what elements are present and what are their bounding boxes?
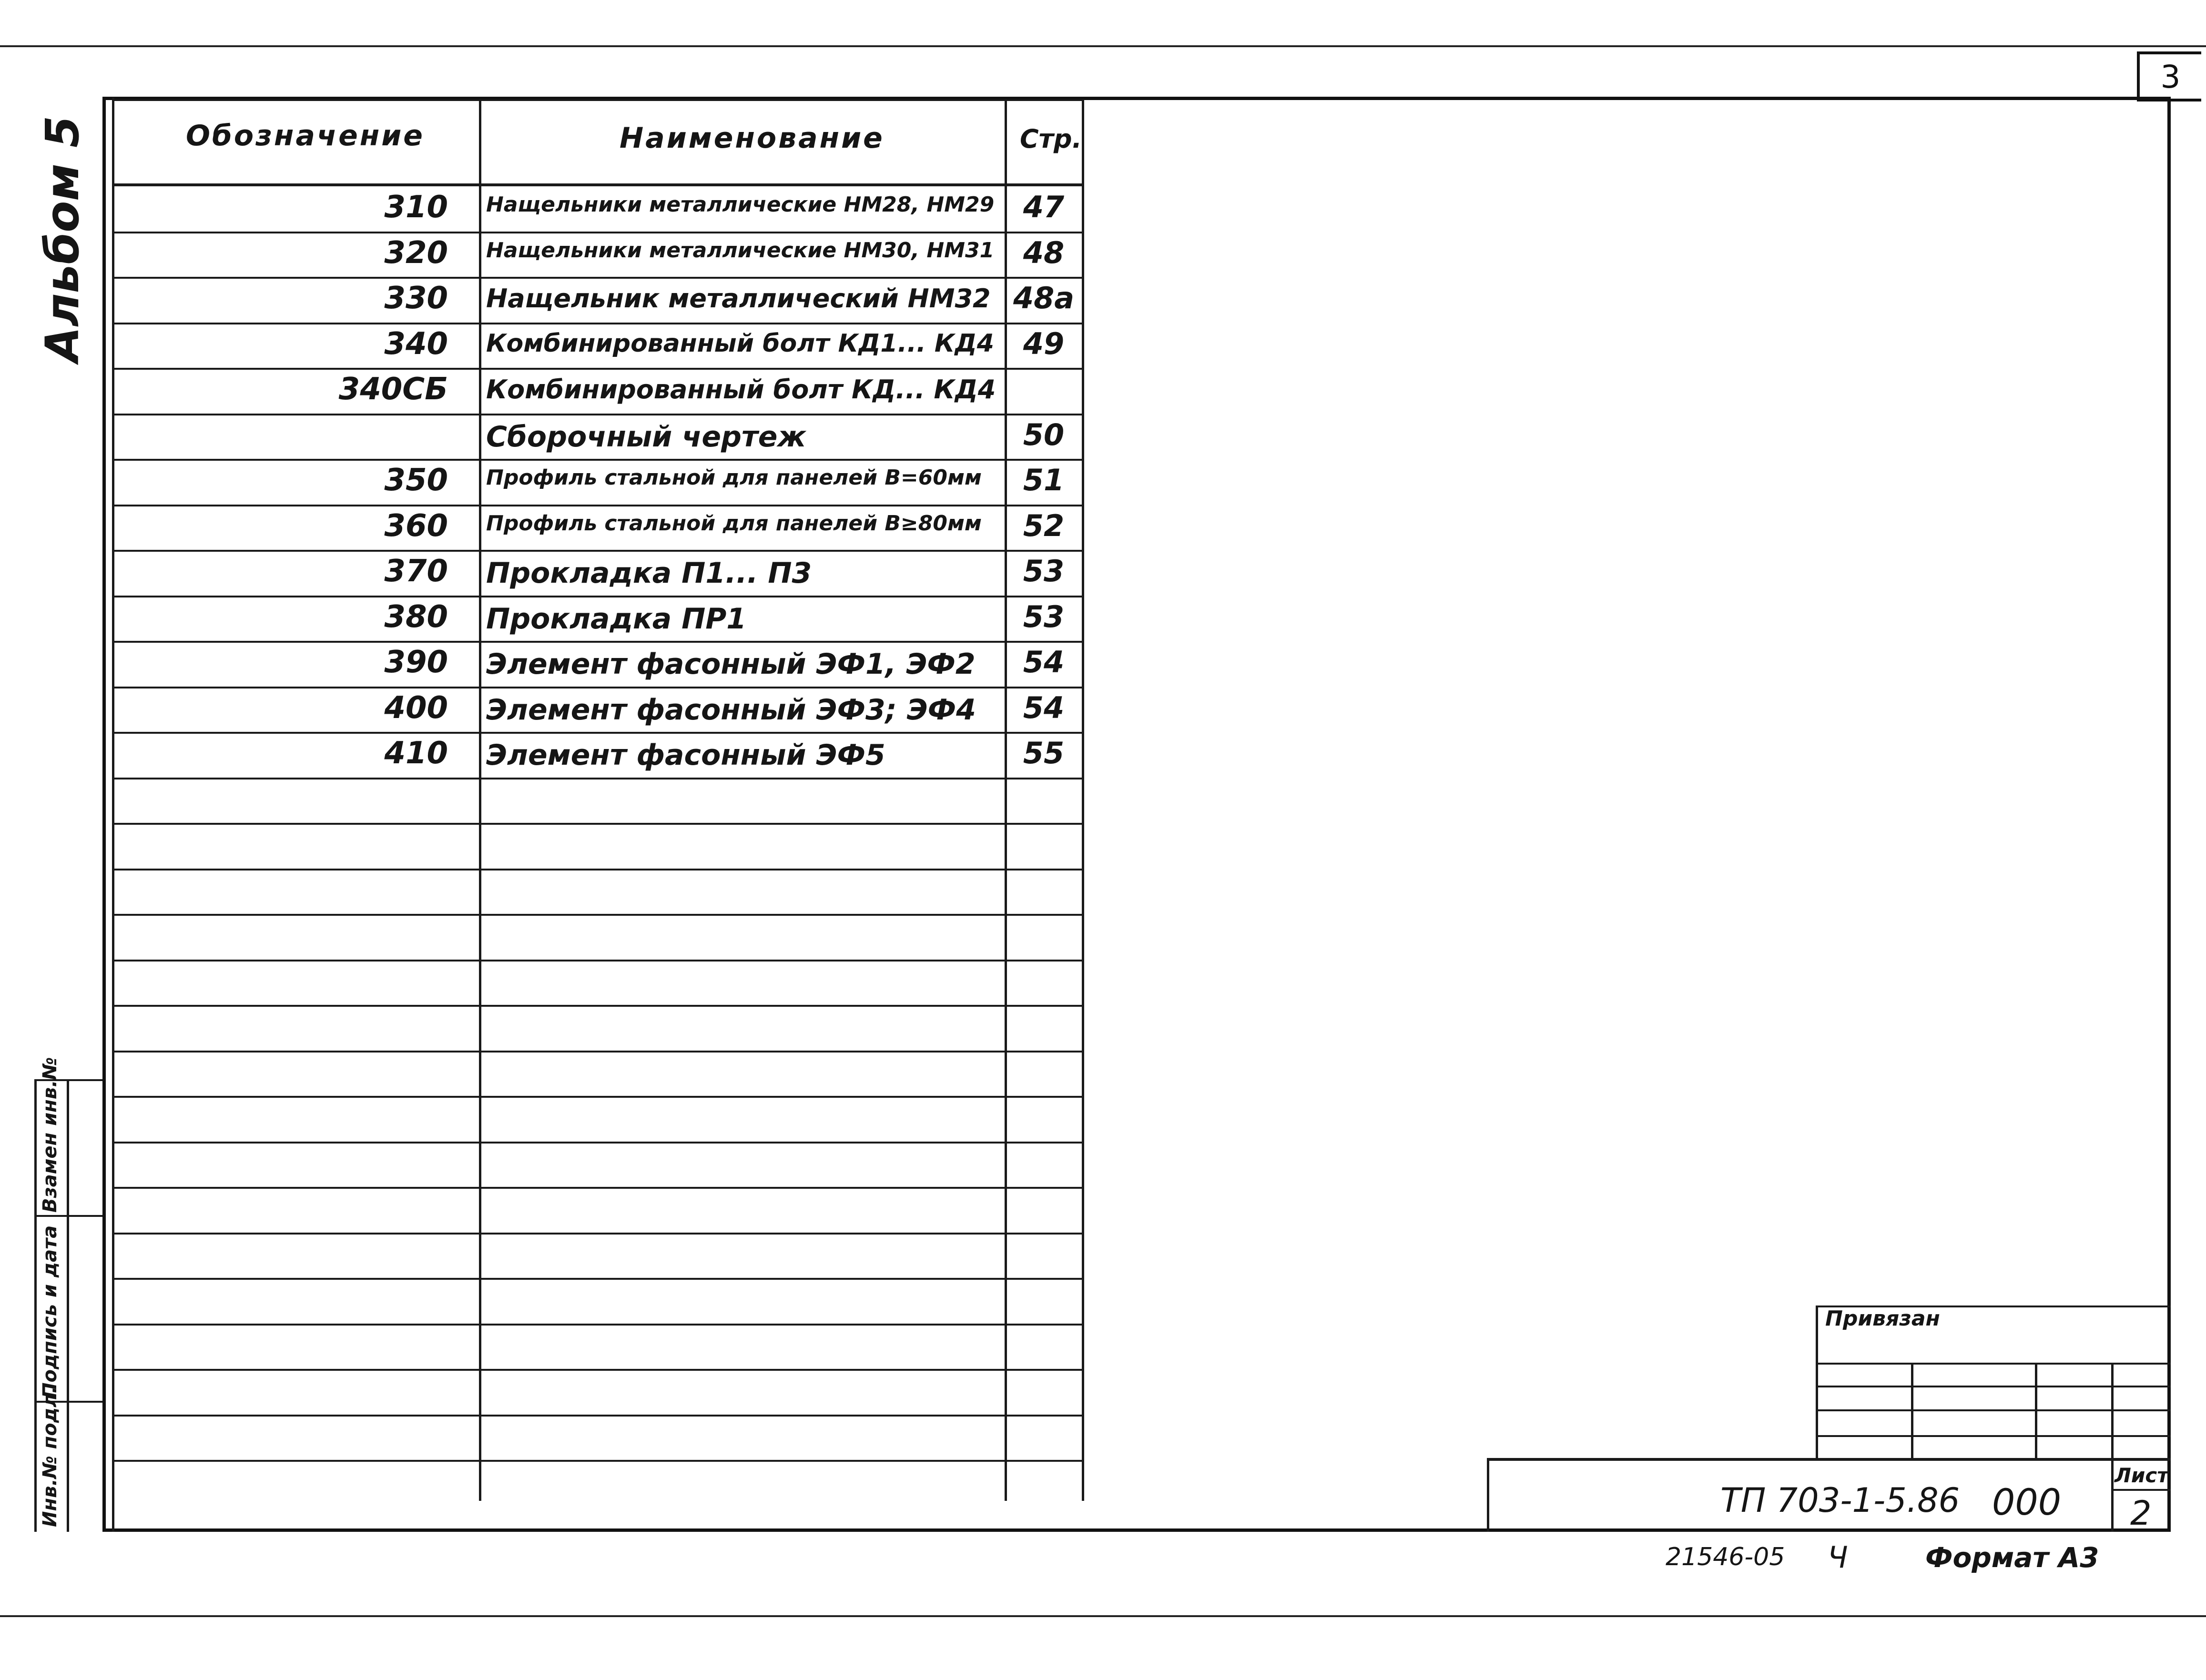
table-row-line	[112, 414, 1084, 415]
row-name: Сборочный чертеж	[486, 420, 806, 454]
table-row-line	[112, 1415, 1084, 1417]
table-row-line	[112, 1233, 1084, 1235]
row-designation: 360	[384, 508, 448, 544]
row-name: Нащельник металлический НМ32	[486, 283, 991, 314]
table-row-line	[112, 823, 1084, 825]
row-name: Элемент фасонный ЭФ1, ЭФ2	[486, 648, 976, 681]
table-row-line	[112, 1096, 1084, 1098]
header-designation: Обозначение	[186, 119, 425, 152]
document-suffix: 000	[1992, 1481, 2062, 1523]
row-designation: 340СБ	[338, 372, 448, 407]
row-name: Элемент фасонный ЭФ5	[486, 739, 885, 772]
row-name: Прокладка ПР1	[486, 602, 747, 636]
table-right-border	[1082, 100, 1084, 1501]
table-col-divider-2	[1005, 100, 1007, 1501]
table-row-line	[112, 277, 1084, 279]
sheet-label: Лист	[2115, 1464, 2169, 1487]
table-row-line	[112, 596, 1084, 597]
table-row-line	[112, 1369, 1084, 1371]
page-bottom-edge-line	[0, 1615, 2206, 1617]
row-name: Комбинированный болт КД1... КД4	[486, 329, 994, 358]
row-name: Профиль стальной для панелей В≥80мм	[486, 511, 982, 536]
row-designation: 390	[384, 645, 448, 680]
side-stamp-signature-date: Подпись и дата	[39, 1225, 61, 1398]
table-row-line	[112, 1142, 1084, 1144]
row-name: Прокладка П1... П3	[486, 557, 812, 590]
table-left-border	[112, 98, 114, 1532]
document-code: ТП 703-1-5.86	[1720, 1481, 1960, 1520]
table-row-line	[112, 550, 1084, 552]
row-designation: 330	[384, 281, 448, 316]
row-page: 48	[1023, 235, 1065, 270]
side-stamp-replaced-inv: Взамен инв.№	[39, 1057, 61, 1213]
table-row-line	[112, 1324, 1084, 1326]
table-row-line	[112, 687, 1084, 688]
row-page: 54	[1023, 645, 1065, 679]
row-page: 47	[1023, 190, 1065, 224]
row-page: 51	[1023, 463, 1065, 497]
row-name: Профиль стальной для панелей В=60мм	[486, 466, 982, 490]
row-name: Нащельники металлические НМ30, НМ31	[486, 238, 995, 263]
table-row-line	[112, 323, 1084, 324]
row-designation: 350	[384, 463, 448, 498]
header-page: Стр.	[1020, 124, 1082, 154]
row-designation: 370	[384, 554, 448, 589]
row-page: 48а	[1013, 281, 1075, 315]
header-name: Наименование	[620, 121, 884, 155]
row-name: Нащельники металлические НМ28, НМ29	[486, 192, 995, 217]
table-row-line	[112, 1460, 1084, 1462]
page-top-edge-line	[0, 45, 2206, 47]
table-row-line	[112, 505, 1084, 506]
table-row-line	[112, 960, 1084, 961]
row-designation: 380	[384, 599, 448, 635]
side-stamp-inv-original: Инв.№ подл.	[39, 1386, 61, 1527]
title-linked-label: Привязан	[1825, 1306, 1940, 1331]
page-number: 3	[2137, 51, 2201, 101]
table-row-line	[112, 1005, 1084, 1007]
table-top-border	[112, 99, 1084, 101]
table-row-line	[112, 641, 1084, 643]
album-label: Альбом 5	[36, 116, 89, 362]
document-mark: Ч	[1828, 1540, 1848, 1575]
table-row-line	[112, 1187, 1084, 1189]
table-row-line	[112, 1278, 1084, 1280]
row-designation: 410	[384, 736, 448, 771]
row-name: Элемент фасонный ЭФ3; ЭФ4	[486, 693, 976, 727]
sheet-format: Формат А3	[1925, 1541, 2099, 1574]
row-page: 55	[1023, 736, 1065, 770]
table-row-line	[112, 778, 1084, 779]
row-name: Комбинированный болт КД... КД4	[486, 374, 996, 405]
row-page: 52	[1023, 508, 1065, 543]
row-page: 50	[1023, 417, 1065, 452]
table-row-line	[112, 368, 1084, 370]
table-col-divider-1	[479, 100, 481, 1501]
row-page: 54	[1023, 690, 1065, 725]
row-page: 53	[1023, 599, 1065, 634]
archive-number: 21546-05	[1666, 1543, 1785, 1571]
sheet-number: 2	[2130, 1494, 2152, 1533]
table-row-line	[112, 459, 1084, 461]
table-row-line	[112, 732, 1084, 734]
row-designation: 400	[384, 690, 448, 726]
row-page: 53	[1023, 554, 1065, 588]
row-designation: 310	[384, 190, 448, 225]
table-row-line	[112, 869, 1084, 870]
table-row-line	[112, 1051, 1084, 1053]
row-designation: 340	[384, 326, 448, 362]
row-page: 49	[1023, 326, 1065, 361]
row-designation: 320	[384, 235, 448, 271]
table-row-line	[112, 232, 1084, 233]
table-header-bottom	[112, 183, 1084, 186]
table-row-line	[112, 914, 1084, 916]
